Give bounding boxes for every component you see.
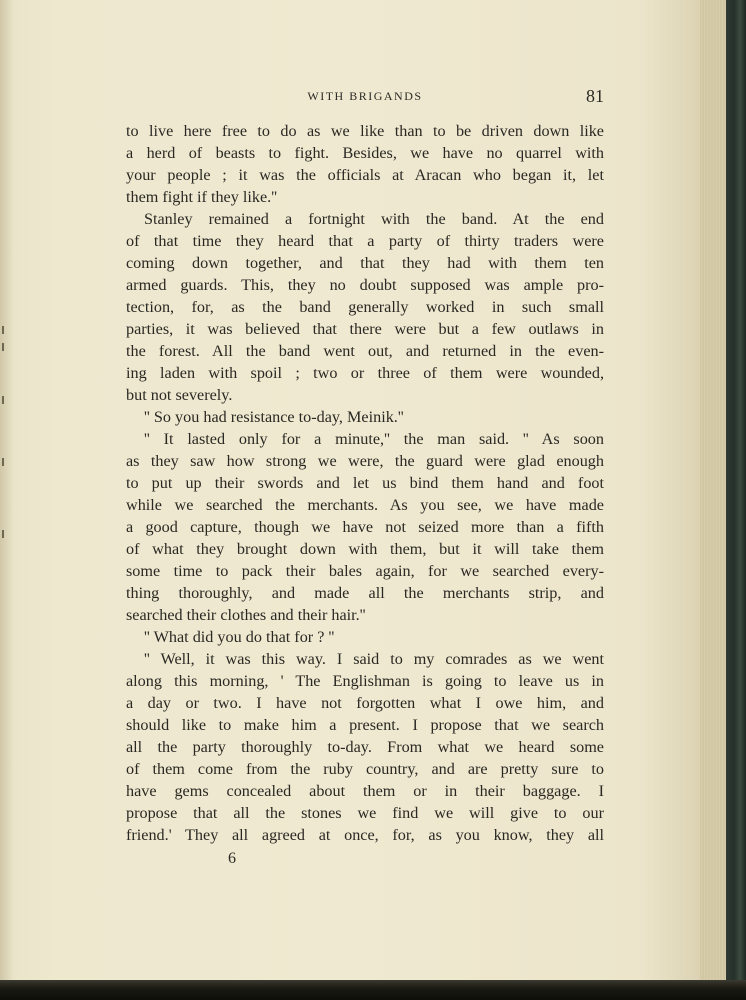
text-line: a good capture, though we have not seized more than a fifth (126, 518, 604, 536)
signature-mark: 6 (228, 850, 236, 867)
text-line: should like to make him a present. I propose that we search (126, 716, 604, 734)
paragraph-start-line: '' Well, it was this way. I said to my comrades as we went (144, 650, 604, 668)
text-line: all the party thoroughly to-day. From what we heard some (126, 738, 604, 756)
page-header (126, 86, 604, 106)
text-line: searched their clothes and their hair.'' (126, 606, 366, 624)
text-line: parties, it was believed that there were but a few outlaws in (126, 320, 604, 338)
text-line: while we searched the merchants. As you see, we have made (126, 496, 604, 514)
gutter-shadow (0, 0, 14, 982)
page-number: 81 (586, 86, 604, 106)
paragraph-start-line: Stanley remained a fortnight with the band. At the end (144, 210, 604, 228)
text-line: to put up their swords and let us bind them hand and foot (126, 474, 604, 492)
running-title: WITH BRIGANDS (307, 89, 423, 103)
margin-speck (2, 458, 4, 466)
text-line: along this morning, ' The Englishman is going to leave us in (126, 672, 604, 690)
paragraph-start-line: '' It lasted only for a minute,'' the man said. '' As soon (144, 430, 604, 448)
text-line: the forest. All the band went out, and returned in the even- (126, 342, 604, 360)
text-line: of them come from the ruby country, and are pretty sure to (126, 760, 604, 778)
text-line: of what they brought down with them, but it will take them (126, 540, 604, 558)
text-line: ing laden with spoil ; two or three of them were wounded, (126, 364, 604, 382)
paragraph-start-line: '' So you had resistance to-day, Meinik.'' (144, 408, 404, 426)
text-line: your people ; it was the officials at Aracan who began it, let (126, 166, 604, 184)
margin-speck (2, 326, 4, 334)
text-line: have gems concealed about them or in their baggage. I (126, 782, 604, 800)
margin-speck (2, 530, 4, 538)
text-line: some time to pack their bales again, for we searched every- (126, 562, 604, 580)
text-line: them fight if they like.'' (126, 188, 278, 206)
margin-speck (2, 343, 4, 351)
text-line: armed guards. This, they no doubt supposed was ample pro- (126, 276, 604, 294)
text-line: thing thoroughly, and made all the merchants strip, and (126, 584, 604, 602)
paragraph-start-line: '' What did you do that for ? '' (144, 628, 335, 646)
text-line: coming down together, and that they had with them ten (126, 254, 604, 272)
text-line: tection, for, as the band generally worked in such small (126, 298, 604, 316)
text-line: friend.' They all agreed at once, for, as you know, they all (126, 826, 604, 844)
text-line: of that time they heard that a party of thirty traders were (126, 232, 604, 250)
text-line: as they saw how strong we were, the guard were glad enough (126, 452, 604, 470)
margin-speck (2, 396, 4, 404)
body-text (126, 120, 604, 846)
book-spine (726, 0, 746, 1000)
text-line: to live here free to do as we like than to be driven down like (126, 122, 604, 140)
text-line: a day or two. I have not forgotten what I owe him, and (126, 694, 604, 712)
text-line: propose that all the stones we find we will give to our (126, 804, 604, 822)
text-line: but not severely. (126, 386, 233, 404)
text-line: a herd of beasts to fight. Besides, we have no quarrel with (126, 144, 604, 162)
scan-bottom-edge (0, 980, 746, 1000)
